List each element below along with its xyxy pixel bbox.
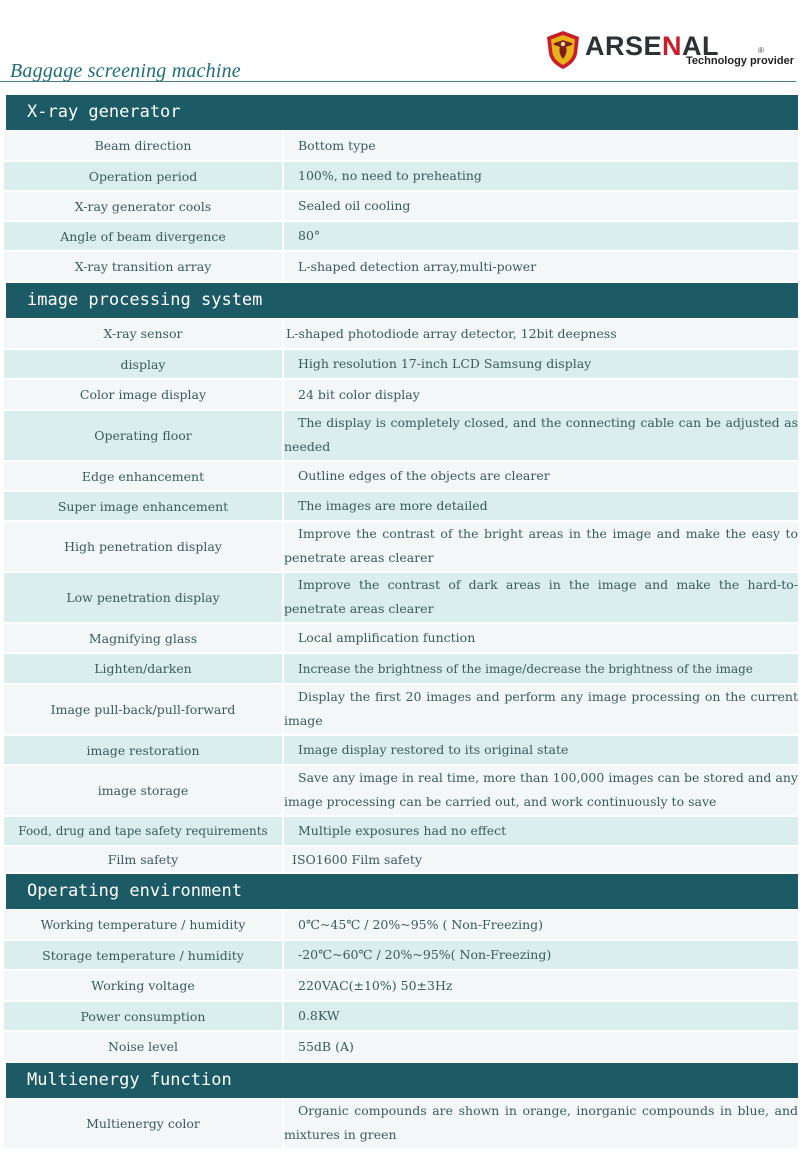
row-value: Improve the contrast of dark areas in the image and make the hard-to-penetrate areas clearer [284,573,798,622]
row-value: 55dB (A) [284,1032,798,1061]
row-value: The display is completely closed, and the connecting cable can be adjusted as needed [284,411,798,460]
brand-logo [545,30,795,70]
section-header-xray: X-ray generator [6,95,798,130]
table-row [4,623,798,653]
table-row [4,349,798,379]
brand-wordmark: ARSENAL [585,31,720,61]
table-row [4,684,798,735]
row-value: 100%, no need to preheating [284,162,798,190]
row-value: Increase the brightness of the image/decrease the brightness of the image [284,654,798,683]
row-label: Working voltage [4,971,282,1000]
row-value: Organic compounds are shown in orange, inorganic compounds in blue, and mixtures in green [284,1099,798,1148]
row-label: Color image display [4,380,282,409]
row-label: X-ray transition array [4,252,282,281]
row-value: The images are more detailed [284,492,798,520]
row-value: Image display restored to its original state [284,736,798,764]
row-label: Operating floor [4,411,282,460]
row-label: Low penetration display [4,573,282,622]
table-row [4,521,798,572]
row-value: Display the first 20 images and perform any image processing on the current image [284,685,798,734]
table-row [4,653,798,684]
table-row [4,846,798,873]
row-label: X-ray sensor [4,319,282,348]
page-title: Baggage screening machine [10,60,241,82]
table-row [4,816,798,846]
registered-mark: ® [758,46,764,55]
row-value: 24 bit color display [284,380,798,409]
table-row [4,410,798,461]
row-label: Power consumption [4,1002,282,1030]
row-label: Film safety [4,847,282,872]
table-row [4,221,798,251]
table-row [4,161,798,191]
table-row [4,940,798,970]
section-header-image-processing: image processing system [6,283,798,318]
table-row [4,1001,798,1031]
row-value: L-shaped detection array,multi-power [284,252,798,281]
row-label: Image pull-back/pull-forward [4,685,282,734]
row-label: Noise level [4,1032,282,1061]
table-row [4,735,798,765]
row-value: L-shaped photodiode array detector, 12bit deepness [284,319,798,348]
row-label: Working temperature / humidity [4,910,282,939]
table-row [4,765,798,816]
row-label: Lighten/darken [4,654,282,683]
table-row [4,1098,798,1149]
row-value: Improve the contrast of the bright areas in the image and make the easy to penetrate areas clearer [284,522,798,571]
table-row [4,318,798,349]
row-label: Magnifying glass [4,624,282,652]
table-row [4,379,798,410]
row-value: Local amplification function [284,624,798,652]
title-divider [0,81,796,82]
table-row [4,1031,798,1062]
table-row [4,191,798,221]
row-value: Bottom type [284,131,798,160]
row-label: image storage [4,766,282,815]
row-value: 0℃~45℃ / 20%~95% ( Non-Freezing) [284,910,798,939]
row-label: display [4,350,282,378]
table-row [4,491,798,521]
section-header-multienergy: Multienergy function [6,1063,798,1098]
brand-tagline: Technology provider [686,55,794,67]
row-value: ISO1600 Film safety [284,847,798,872]
shield-emblem-icon [545,30,581,70]
page-header [0,0,800,86]
table-row [4,461,798,491]
table-row [4,572,798,623]
table-row [4,970,798,1001]
row-label: Beam direction [4,131,282,160]
section-header-operating-environment: Operating environment [6,874,798,909]
row-value: -20℃~60℃ / 20%~95%( Non-Freezing) [284,941,798,969]
row-value: High resolution 17-inch LCD Samsung display [284,350,798,378]
row-label: Storage temperature / humidity [4,941,282,969]
row-value: Save any image in real time, more than 100,000 images can be stored and any image processing can be carried out, and work continuously to save [284,766,798,815]
row-value: 80° [284,222,798,250]
row-label: Food, drug and tape safety requirements [4,817,282,845]
row-value: Multiple exposures had no effect [284,817,798,845]
row-value: Outline edges of the objects are clearer [284,462,798,490]
row-value: 220VAC(±10%) 50±3Hz [284,971,798,1000]
row-value: 0.8KW [284,1002,798,1030]
table-row [4,130,798,161]
row-label: Operation period [4,162,282,190]
row-value: Sealed oil cooling [284,192,798,220]
row-label: Multienergy color [4,1099,282,1148]
row-label: High penetration display [4,522,282,571]
row-label: Super image enhancement [4,492,282,520]
row-label: X-ray generator cools [4,192,282,220]
row-label: Edge enhancement [4,462,282,490]
table-row [4,909,798,940]
row-label: Angle of beam divergence [4,222,282,250]
table-row [4,251,798,282]
row-label: image restoration [4,736,282,764]
